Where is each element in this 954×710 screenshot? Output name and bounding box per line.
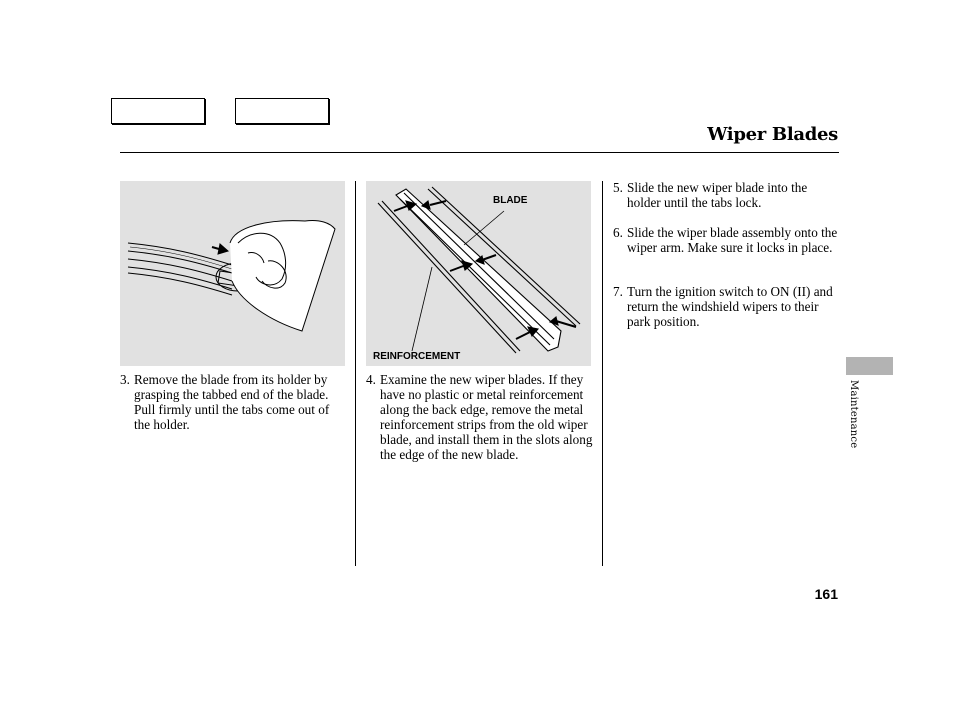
previous-page-button[interactable] — [111, 98, 205, 124]
step-number: 3. — [120, 372, 130, 387]
next-page-button[interactable] — [235, 98, 329, 124]
step-4 — [366, 372, 596, 462]
column-divider-right — [602, 181, 603, 566]
step-5 — [613, 180, 843, 210]
column-divider-left — [355, 181, 356, 566]
step-text: Examine the new wiper blades. If they have no plastic or metal reinforcement along the back edge, remove the metal reinforcement strips from the old wiper blade, and install them in the slots along the edge of the new blade. — [380, 372, 593, 462]
reinforcement-callout-label: REINFORCEMENT — [373, 351, 461, 362]
page-number: 161 — [814, 586, 838, 602]
step-3 — [120, 372, 345, 432]
step-text: Slide the new wiper blade into the holder until the tabs lock. — [627, 180, 808, 210]
step-7 — [613, 284, 843, 329]
step-text: Remove the blade from its holder by grasping the tabbed end of the blade. Pull firmly until the tabs come out of the holder. — [134, 372, 330, 432]
page-title: Wiper Blades — [707, 124, 838, 145]
section-tab-label: Maintenance — [848, 380, 859, 449]
step-number: 7. — [613, 284, 623, 299]
blade-callout-label: BLADE — [493, 195, 528, 206]
step-number: 5. — [613, 180, 623, 195]
step-number: 6. — [613, 225, 623, 240]
wiper-blade-reinforcement-illustration — [366, 181, 591, 366]
step-text: Slide the wiper blade assembly onto the wiper arm. Make sure it locks in place. — [627, 225, 838, 255]
step-number: 4. — [366, 372, 376, 387]
hand-removing-blade-illustration — [120, 181, 345, 366]
step-6 — [613, 225, 843, 255]
section-tab[interactable] — [846, 357, 893, 375]
step-text: Turn the ignition switch to ON (II) and return the windshield wipers to their park position. — [627, 284, 833, 329]
title-divider — [120, 152, 839, 153]
